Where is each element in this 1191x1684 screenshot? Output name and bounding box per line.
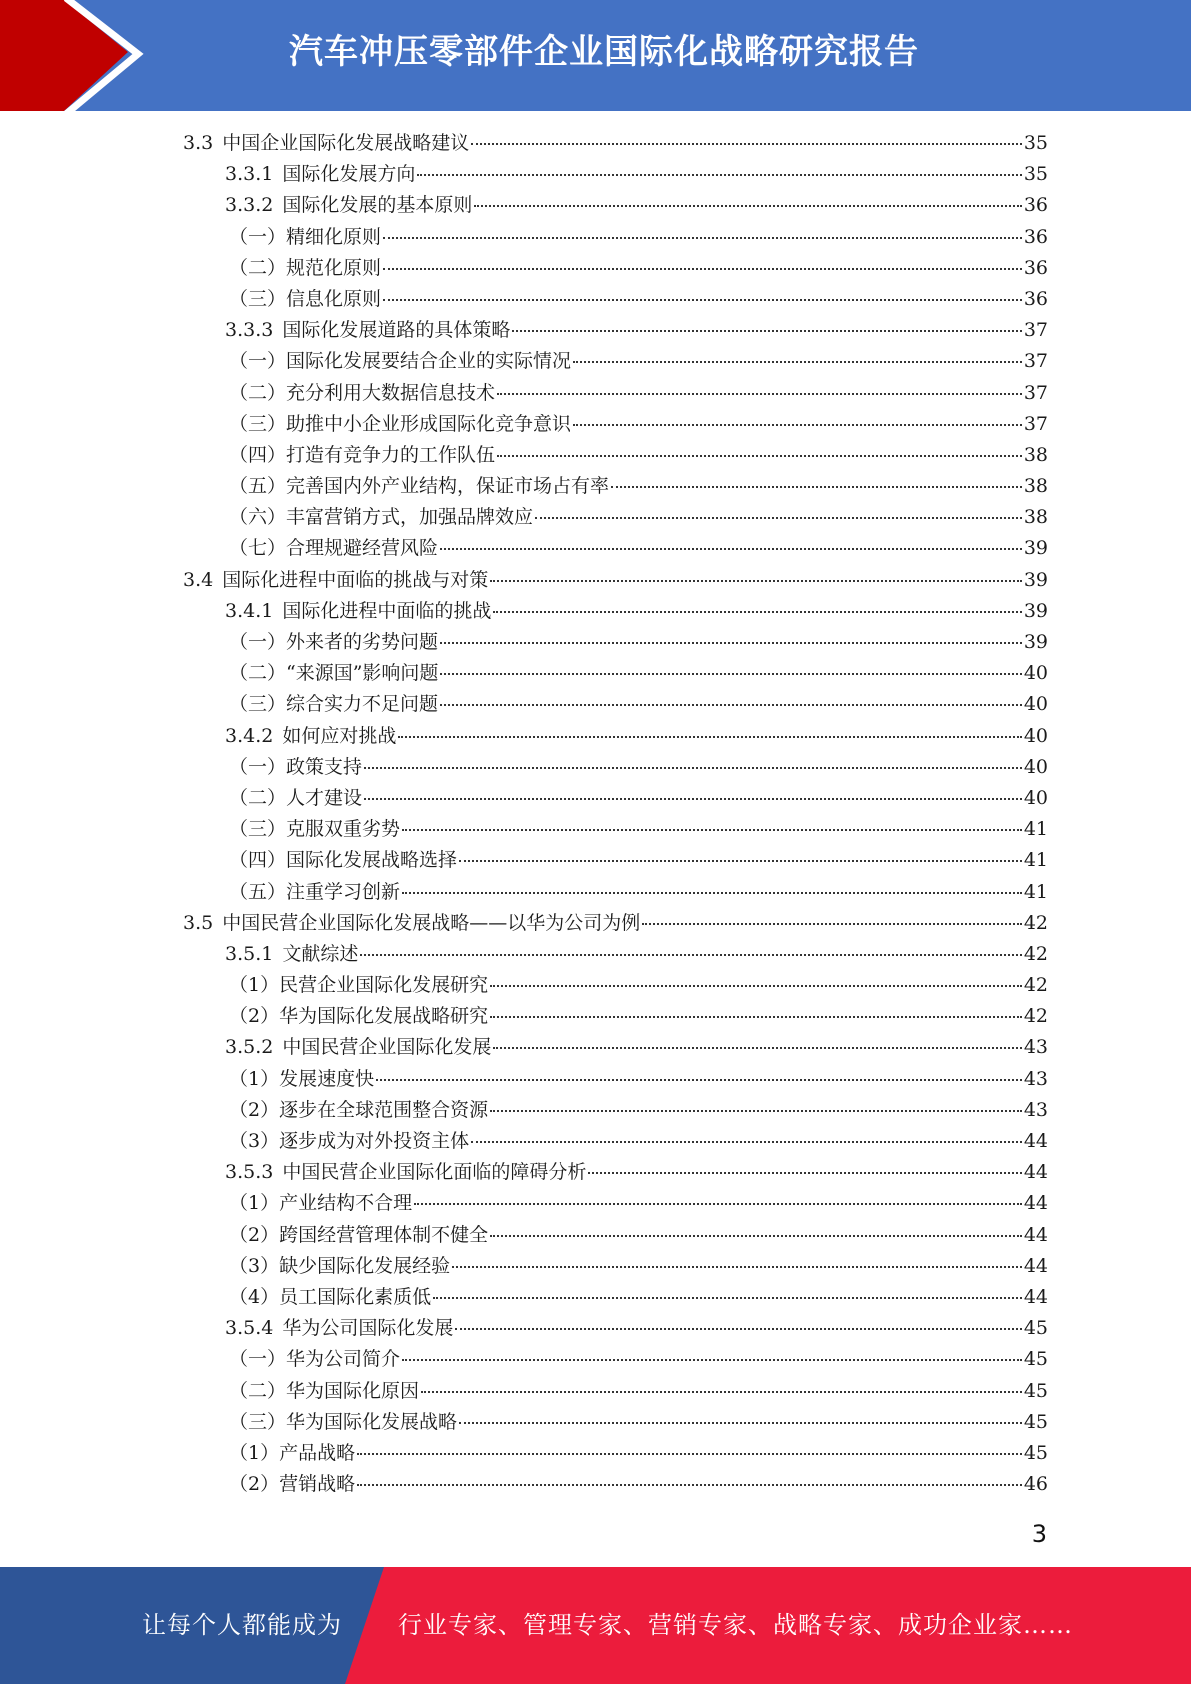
toc-dot-leader	[452, 1265, 1022, 1268]
toc-entry-page: 42	[1023, 911, 1048, 934]
toc-entry-page: 40	[1023, 755, 1048, 778]
toc-entry-page: 41	[1023, 818, 1048, 841]
toc-entry-page: 43	[1023, 1098, 1048, 1121]
toc-dot-leader	[493, 1046, 1021, 1049]
toc-entry-number: 3.4	[183, 568, 214, 591]
toc-dot-leader	[433, 1296, 1022, 1299]
toc-entry-title: （二）“来源国”影响问题	[229, 662, 439, 685]
toc-entry[interactable]	[183, 1095, 1048, 1126]
toc-dot-leader	[455, 1327, 1021, 1330]
toc-entry-page: 37	[1023, 412, 1048, 435]
toc-entry-number: 3.5.2	[225, 1036, 274, 1059]
toc-entry-title: 中国民营企业国际化发展战略——以华为公司为例	[222, 911, 641, 934]
toc-entry-page: 42	[1023, 974, 1048, 997]
toc-dot-leader	[417, 173, 1021, 176]
toc-entry-title: （五）注重学习创新	[229, 880, 401, 903]
toc-entry[interactable]	[183, 1157, 1048, 1188]
toc-entry-title: （五）完善国内外产业结构，保证市场占有率	[229, 475, 610, 498]
toc-entry-title: （2）逐步在全球范围整合资源	[229, 1098, 489, 1121]
toc-entry-page: 38	[1023, 506, 1048, 529]
toc-entry-page: 39	[1023, 568, 1048, 591]
toc-entry[interactable]	[183, 440, 1048, 471]
toc-entry[interactable]	[183, 939, 1048, 970]
toc-entry-title: （1）民营企业国际化发展研究	[229, 974, 489, 997]
toc-entry-page: 38	[1023, 443, 1048, 466]
toc-entry-page: 44	[1023, 1192, 1048, 1215]
toc-entry-page: 43	[1023, 1036, 1048, 1059]
toc-entry-title: 国际化发展方向	[282, 163, 416, 186]
toc-dot-leader	[440, 703, 1022, 706]
toc-entry-title: （二）人才建设	[229, 786, 363, 809]
toc-entry-title: （2）营销战略	[229, 1473, 356, 1496]
toc-entry-page: 40	[1023, 724, 1048, 747]
toc-entry-page: 45	[1023, 1441, 1048, 1464]
toc-entry[interactable]	[183, 565, 1048, 596]
toc-entry-title: （三）华为国际化发展战略	[229, 1410, 458, 1433]
toc-entry-title: 华为公司国际化发展	[282, 1317, 454, 1340]
toc-entry[interactable]	[183, 970, 1048, 1001]
toc-entry-title: 国际化发展的基本原则	[282, 194, 473, 217]
toc-entry-page: 45	[1023, 1317, 1048, 1340]
toc-entry[interactable]	[183, 1438, 1048, 1469]
toc-entry-number: 3.3.3	[225, 319, 274, 342]
toc-dot-leader	[376, 1078, 1022, 1081]
toc-entry-title: （四）打造有竞争力的工作队伍	[229, 443, 496, 466]
toc-dot-leader	[402, 891, 1022, 894]
toc-entry-title: 如何应对挑战	[282, 724, 397, 747]
toc-dot-leader	[490, 1234, 1022, 1237]
toc-entry[interactable]	[183, 1313, 1048, 1344]
toc-entry[interactable]	[183, 1188, 1048, 1219]
toc-entry-number: 3.3.2	[225, 194, 274, 217]
report-title: 汽车冲压零部件企业国际化战略研究报告	[289, 32, 919, 72]
toc-entry-title: （3）逐步成为对外投资主体	[229, 1130, 470, 1152]
toc-entry-title: （一）政策支持	[229, 755, 363, 778]
toc-entry-page: 38	[1023, 475, 1048, 498]
toc-entry-number: 3.5	[183, 911, 214, 934]
toc-entry[interactable]	[183, 346, 1048, 377]
toc-dot-leader	[402, 828, 1022, 831]
toc-entry-title: 中国民营企业国际化发展	[282, 1036, 492, 1059]
toc-entry-title: 中国企业国际化发展战略建议	[222, 132, 470, 154]
toc-entry[interactable]	[183, 253, 1048, 284]
toc-entry-page: 43	[1023, 1067, 1048, 1090]
toc-entry[interactable]	[183, 1064, 1048, 1095]
toc-entry-title: （1）发展速度快	[229, 1067, 375, 1090]
toc-dot-leader	[364, 797, 1022, 800]
toc-entry-page: 39	[1023, 537, 1048, 560]
toc-entry-title: （4）员工国际化素质低	[229, 1285, 432, 1308]
toc-entry[interactable]	[183, 1344, 1048, 1375]
toc-entry-page: 45	[1023, 1410, 1048, 1433]
toc-entry-title: （一）精细化原则	[229, 225, 382, 248]
toc-entry[interactable]	[183, 814, 1048, 845]
toc-dot-leader	[471, 142, 1022, 145]
toc-entry-page: 37	[1023, 350, 1048, 373]
toc-entry[interactable]	[183, 378, 1048, 409]
toc-dot-leader	[360, 953, 1021, 956]
toc-entry-title: （七）合理规避经营风险	[229, 537, 439, 560]
toc-entry-title: （一）外来者的劣势问题	[229, 631, 439, 653]
page-number: 3	[1031, 1520, 1047, 1548]
toc-entry-page: 44	[1023, 1285, 1048, 1308]
toc-dot-leader	[588, 1171, 1021, 1174]
toc-entry[interactable]	[183, 658, 1048, 689]
toc-entry-page: 42	[1023, 1005, 1048, 1028]
toc-entry-title: （三）综合实力不足问题	[229, 693, 439, 716]
toc-dot-leader	[383, 236, 1022, 239]
toc-entry[interactable]	[183, 1407, 1048, 1438]
toc-entry-page: 39	[1023, 599, 1048, 622]
toc-entry-title: （2）华为国际化发展战略研究	[229, 1005, 489, 1028]
toc-dot-leader	[497, 454, 1022, 457]
toc-entry-number: 3.5.4	[225, 1317, 274, 1340]
toc-entry-title: （三）信息化原则	[229, 287, 382, 310]
toc-entry-title: （二）规范化原则	[229, 256, 382, 279]
toc-dot-leader	[573, 423, 1022, 426]
toc-entry[interactable]	[183, 409, 1048, 440]
toc-entry[interactable]	[183, 596, 1048, 627]
toc-entry[interactable]	[183, 752, 1048, 783]
toc-entry[interactable]	[183, 128, 1048, 159]
toc-entry[interactable]	[183, 502, 1048, 533]
toc-entry-title: （六）丰富营销方式，加强品牌效应	[229, 506, 534, 529]
toc-entry[interactable]	[183, 877, 1048, 908]
toc-dot-leader	[459, 1421, 1022, 1424]
toc-entry-number: 3.3.1	[225, 163, 274, 186]
toc-entry-title: （一）国际化发展要结合企业的实际情况	[229, 350, 572, 373]
toc-entry-page: 41	[1023, 880, 1048, 903]
toc-entry[interactable]	[183, 689, 1048, 720]
toc-entry-page: 42	[1023, 942, 1048, 965]
toc-dot-leader	[471, 1140, 1022, 1143]
toc-dot-leader	[440, 641, 1022, 644]
toc-entry-title: （1）产业结构不合理	[229, 1192, 413, 1215]
toc-entry-page: 36	[1023, 225, 1048, 248]
toc-dot-leader	[357, 1483, 1022, 1486]
toc-entry-page: 35	[1023, 163, 1048, 186]
toc-entry[interactable]	[183, 845, 1048, 876]
toc-entry[interactable]	[183, 721, 1048, 752]
toc-entry[interactable]	[183, 190, 1048, 221]
toc-dot-leader	[459, 859, 1022, 862]
toc-entry-title: 国际化进程中面临的挑战与对策	[222, 568, 489, 591]
toc-dot-leader	[402, 1358, 1022, 1361]
toc-dot-leader	[490, 984, 1022, 987]
toc-entry-page: 46	[1023, 1473, 1048, 1496]
toc-dot-leader	[383, 267, 1022, 270]
footer-slogan-right: 行业专家、管理专家、营销专家、战略专家、成功企业家……	[398, 1611, 1073, 1639]
toc-entry-page: 45	[1023, 1379, 1048, 1402]
toc-dot-leader	[490, 1109, 1022, 1112]
toc-dot-leader	[490, 1015, 1022, 1018]
toc-dot-leader	[493, 610, 1021, 613]
toc-dot-leader	[611, 485, 1022, 488]
toc-entry-number: 3.4.1	[225, 599, 274, 622]
toc-dot-leader	[364, 766, 1022, 769]
toc-entry[interactable]	[183, 908, 1048, 939]
toc-entry-page: 45	[1023, 1348, 1048, 1371]
toc-dot-leader	[440, 672, 1021, 675]
toc-entry[interactable]	[183, 1032, 1048, 1063]
toc-dot-leader	[512, 329, 1021, 332]
toc-entry-page: 36	[1023, 256, 1048, 279]
toc-entry-title: （二）华为国际化原因	[229, 1379, 420, 1402]
toc-entry-page: 44	[1023, 1130, 1048, 1152]
toc-entry-number: 3.3	[183, 132, 214, 154]
page-header	[0, 0, 1191, 111]
toc-dot-leader	[440, 547, 1022, 550]
toc-dot-leader	[642, 922, 1022, 925]
toc-entry-number: 3.5.1	[225, 942, 274, 965]
toc-entry[interactable]	[183, 1469, 1048, 1500]
toc-entry-page: 37	[1023, 319, 1048, 342]
toc-entry-title: （二）充分利用大数据信息技术	[229, 381, 496, 404]
toc-entry-title: （三）克服双重劣势	[229, 818, 401, 841]
toc-entry-title: （3）缺少国际化发展经验	[229, 1254, 451, 1277]
toc-entry[interactable]	[183, 627, 1048, 658]
toc-entry-title: 国际化进程中面临的挑战	[282, 599, 492, 622]
toc-entry-title: 国际化发展道路的具体策略	[282, 319, 511, 342]
toc-entry-page: 40	[1023, 662, 1048, 685]
toc-entry-page: 37	[1023, 381, 1048, 404]
toc-entry-title: （1）产品战略	[229, 1441, 356, 1464]
toc-entry-title: 文献综述	[282, 942, 359, 965]
toc-entry[interactable]	[183, 1001, 1048, 1032]
toc-dot-leader	[421, 1390, 1022, 1393]
toc-entry-page: 36	[1023, 194, 1048, 217]
toc-entry-page: 35	[1023, 132, 1048, 154]
toc-entry-page: 36	[1023, 287, 1048, 310]
toc-dot-leader	[497, 392, 1022, 395]
toc-entry-number: 3.5.3	[225, 1161, 274, 1184]
page-footer	[0, 1567, 1191, 1684]
toc-dot-leader	[398, 735, 1021, 738]
toc-entry-title: （2）跨国经营管理体制不健全	[229, 1223, 489, 1246]
toc-entry-page: 44	[1023, 1161, 1048, 1184]
toc-dot-leader	[474, 204, 1021, 207]
toc-entry-page: 40	[1023, 786, 1048, 809]
toc-dot-leader	[414, 1202, 1022, 1205]
toc-dot-leader	[535, 516, 1022, 519]
footer-slogan-left: 让每个人都能成为	[142, 1611, 342, 1639]
toc-entry-title: （一）华为公司简介	[229, 1348, 401, 1371]
toc-entry[interactable]	[183, 533, 1048, 564]
toc-entry-page: 39	[1023, 631, 1048, 653]
toc-entry-title: 中国民营企业国际化面临的障碍分析	[282, 1161, 587, 1184]
toc-entry-title: （三）助推中小企业形成国际化竞争意识	[229, 412, 572, 435]
toc-entry[interactable]	[183, 1376, 1048, 1407]
toc-entry[interactable]	[183, 159, 1048, 190]
toc-dot-leader	[383, 298, 1022, 301]
toc-entry[interactable]	[183, 783, 1048, 814]
toc-entry[interactable]	[183, 1220, 1048, 1251]
toc-entry[interactable]	[183, 284, 1048, 315]
toc-entry[interactable]	[183, 315, 1048, 346]
toc-entry[interactable]	[183, 1251, 1048, 1282]
toc-entry[interactable]	[183, 471, 1048, 502]
toc-entry-page: 44	[1023, 1223, 1048, 1246]
toc-entry-number: 3.4.2	[225, 724, 274, 747]
table-of-contents	[183, 128, 1048, 1500]
toc-entry[interactable]	[183, 1126, 1048, 1157]
toc-dot-leader	[573, 360, 1022, 363]
toc-dot-leader	[490, 579, 1022, 582]
toc-entry-page: 40	[1023, 693, 1048, 716]
toc-entry[interactable]	[183, 222, 1048, 253]
toc-entry-page: 41	[1023, 849, 1048, 872]
toc-entry-page: 44	[1023, 1254, 1048, 1277]
toc-entry[interactable]	[183, 1282, 1048, 1313]
toc-dot-leader	[357, 1452, 1022, 1455]
toc-entry-title: （四）国际化发展战略选择	[229, 849, 458, 872]
